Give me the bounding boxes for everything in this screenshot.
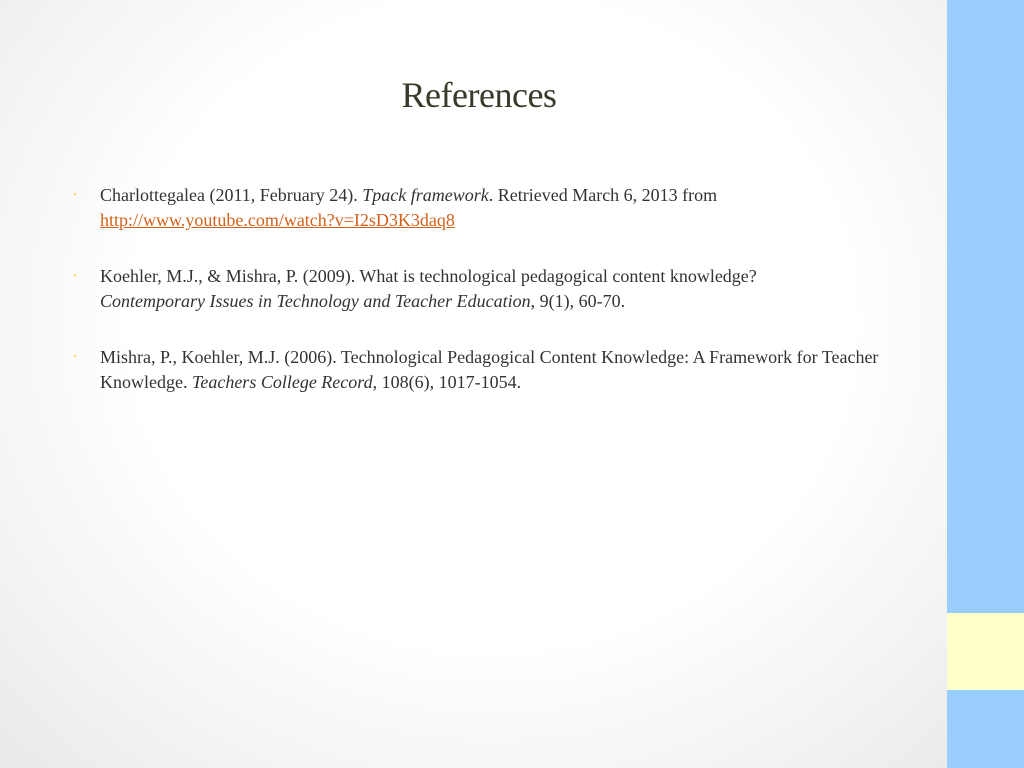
references-list: [70, 183, 910, 426]
reference-url-link[interactable]: http://www.youtube.com/watch?v=I2sD3K3daq8: [100, 210, 455, 230]
reference-item-1: [70, 183, 910, 233]
bullet-icon: •: [73, 189, 77, 201]
reference-item-2: [70, 264, 910, 314]
reference-item-3: [70, 345, 910, 395]
reference-citation-details: , 9(1), 60-70.: [530, 291, 626, 311]
reference-author-date: Charlottegalea (2011, February 24).: [100, 185, 363, 205]
reference-work-title: Tpack framework: [362, 185, 489, 205]
reference-citation-details: , 108(6), 1017-1054.: [372, 372, 522, 392]
reference-retrieval-text: . Retrieved March 6, 2013 from: [488, 185, 718, 205]
bullet-icon: •: [73, 270, 77, 282]
reference-text: Koehler, M.J., & Mishra, P. (2009). What is technological pedagogical content knowledge?: [100, 266, 757, 286]
bullet-icon: •: [73, 351, 77, 363]
slide-title: References: [401, 75, 557, 115]
reference-journal: Teachers College Record: [191, 372, 373, 392]
reference-text: Mishra, P., Koehler, M.J. (2006). Technological Pedagogical Content Knowledge: A Framework for Teacher Knowledge.: [100, 347, 879, 392]
side-accent-block: [947, 613, 1024, 690]
reference-journal: Contemporary Issues in Technology and Teacher Education: [100, 291, 531, 311]
